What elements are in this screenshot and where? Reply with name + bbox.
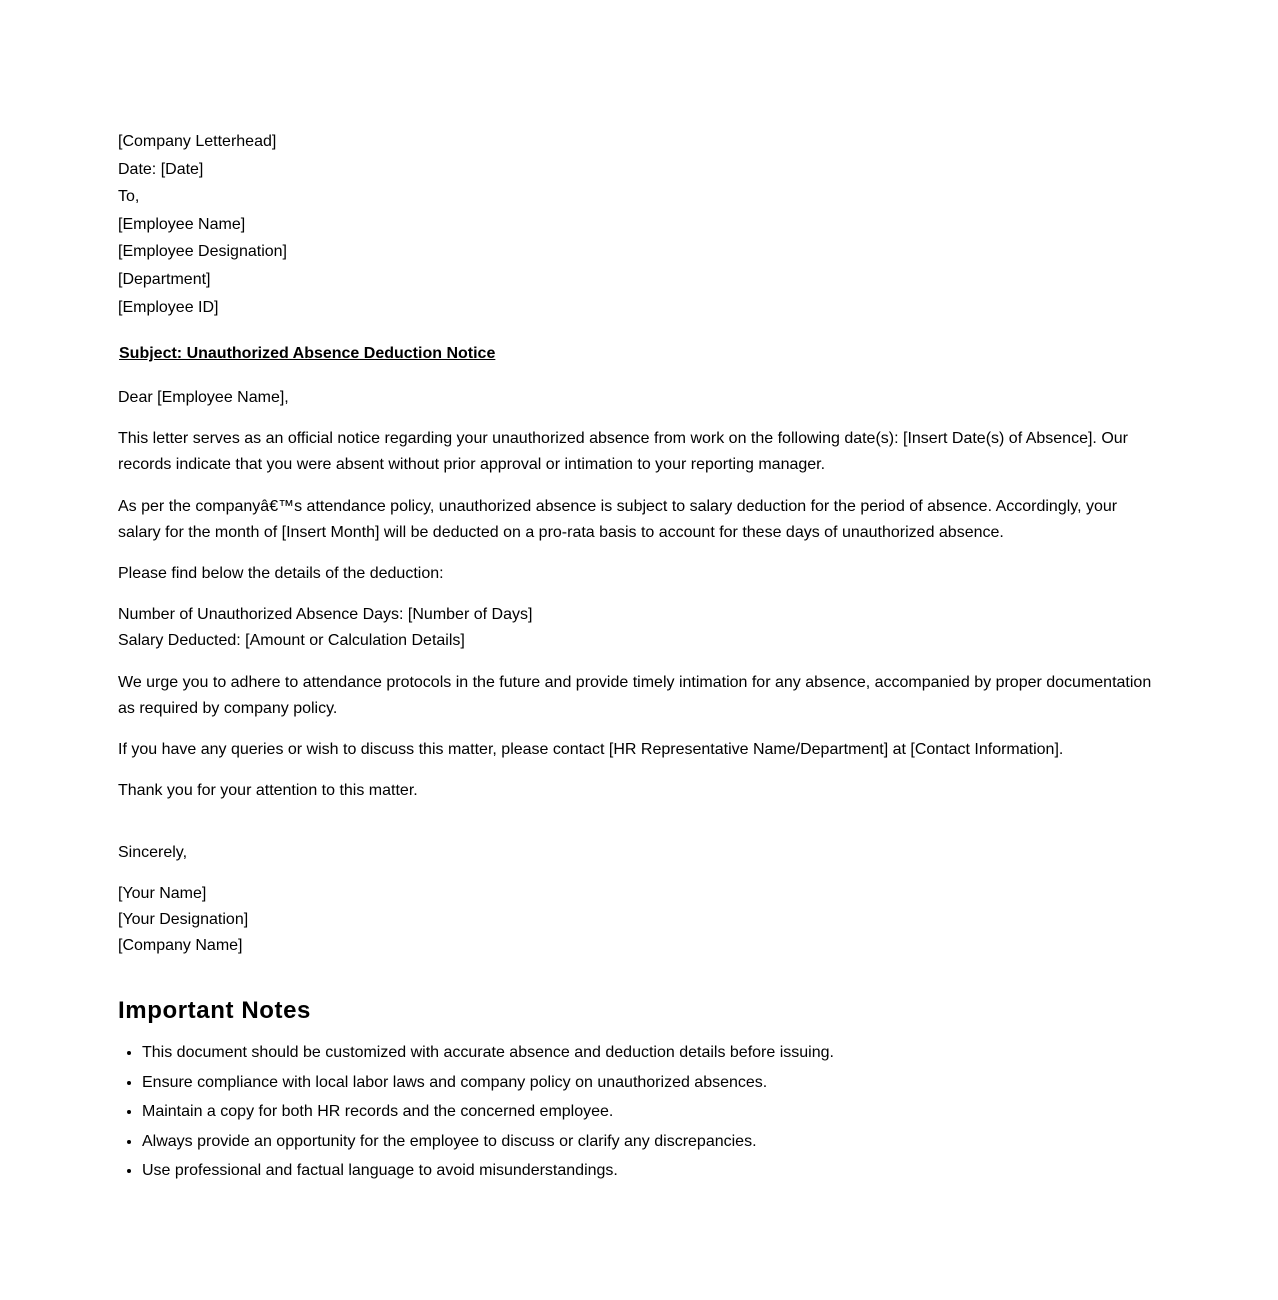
paragraph-contact-text: If you have any queries or wish to discuss this matter, please contact [HR Representative Name/Department] at [Contact Information]. xyxy=(118,741,1064,758)
notes-list xyxy=(118,1040,1182,1188)
recipient-name: [Employee Name] xyxy=(118,215,246,233)
list-item: • Always provide an opportunity for the employee to discuss or clarify any discrepancies. xyxy=(142,1129,1182,1159)
thanks xyxy=(118,778,1163,804)
list-item: • Use professional and factual language to avoid misunderstandings. xyxy=(142,1158,1182,1188)
letter-header xyxy=(118,128,287,321)
letter-subject: Subject: Unauthorized Absence Deduction Notice xyxy=(119,345,496,362)
list-item: • Ensure compliance with local labor laws and company policy on unauthorized absences. xyxy=(142,1070,1182,1100)
closing xyxy=(118,840,1163,866)
recipient-designation: [Employee Designation] xyxy=(118,243,287,261)
recipient-to: To, xyxy=(118,188,140,206)
salutation xyxy=(118,385,1163,411)
deduction-details xyxy=(118,602,1163,654)
signature-block xyxy=(118,881,1163,959)
details-days: Number of Unauthorized Absence Days: [Number of Days] xyxy=(118,606,533,623)
paragraph-notice-text: This letter serves as an official notice regarding your unauthorized absence from work on the following date(s): [Insert Date(s) of Absence]. Our records indicate that you were absent without prior approval or intimation to your reporting manager. xyxy=(118,430,1128,473)
paragraph-notice xyxy=(118,426,1163,477)
company-letterhead: [Company Letterhead] xyxy=(118,133,277,150)
list-item: • Maintain a copy for both HR records and the concerned employee. xyxy=(142,1099,1182,1129)
signature-name: [Your Name] xyxy=(118,885,207,902)
recipient-department: [Department] xyxy=(118,270,211,288)
salutation-text: Dear [Employee Name], xyxy=(118,389,289,406)
details-intro xyxy=(118,561,1163,587)
closing-text: Sincerely, xyxy=(118,844,188,861)
list-item: • This document should be customized with accurate absence and deduction details before issuing. xyxy=(142,1040,1182,1070)
paragraph-urge-text: We urge you to adhere to attendance protocols in the future and provide timely intimation for any absence, accompanied by proper documentation as required by company policy. xyxy=(118,674,1152,717)
thanks-text: Thank you for your attention to this matter. xyxy=(118,782,418,799)
recipient-employee-id: [Employee ID] xyxy=(118,298,219,316)
paragraph-urge xyxy=(118,670,1163,721)
letter-date: Date: [Date] xyxy=(118,160,204,178)
notes-heading: Important Notes xyxy=(118,997,312,1024)
paragraph-policy xyxy=(118,494,1163,545)
paragraph-contact xyxy=(118,737,1163,763)
signature-company: [Company Name] xyxy=(118,937,243,954)
paragraph-policy-text: As per the companyâ€™s attendance policy, unauthorized absence is subject to salary deduction for the period of absence. Accordingly, your salary for the month of [Insert Month] will be deducted on a pro-rata basis to account for these days of unauthorized absence. xyxy=(118,498,1118,541)
details-salary: Salary Deducted: [Amount or Calculation Details] xyxy=(118,632,465,649)
signature-designation: [Your Designation] xyxy=(118,911,249,928)
details-intro-text: Please find below the details of the deduction: xyxy=(118,565,444,582)
